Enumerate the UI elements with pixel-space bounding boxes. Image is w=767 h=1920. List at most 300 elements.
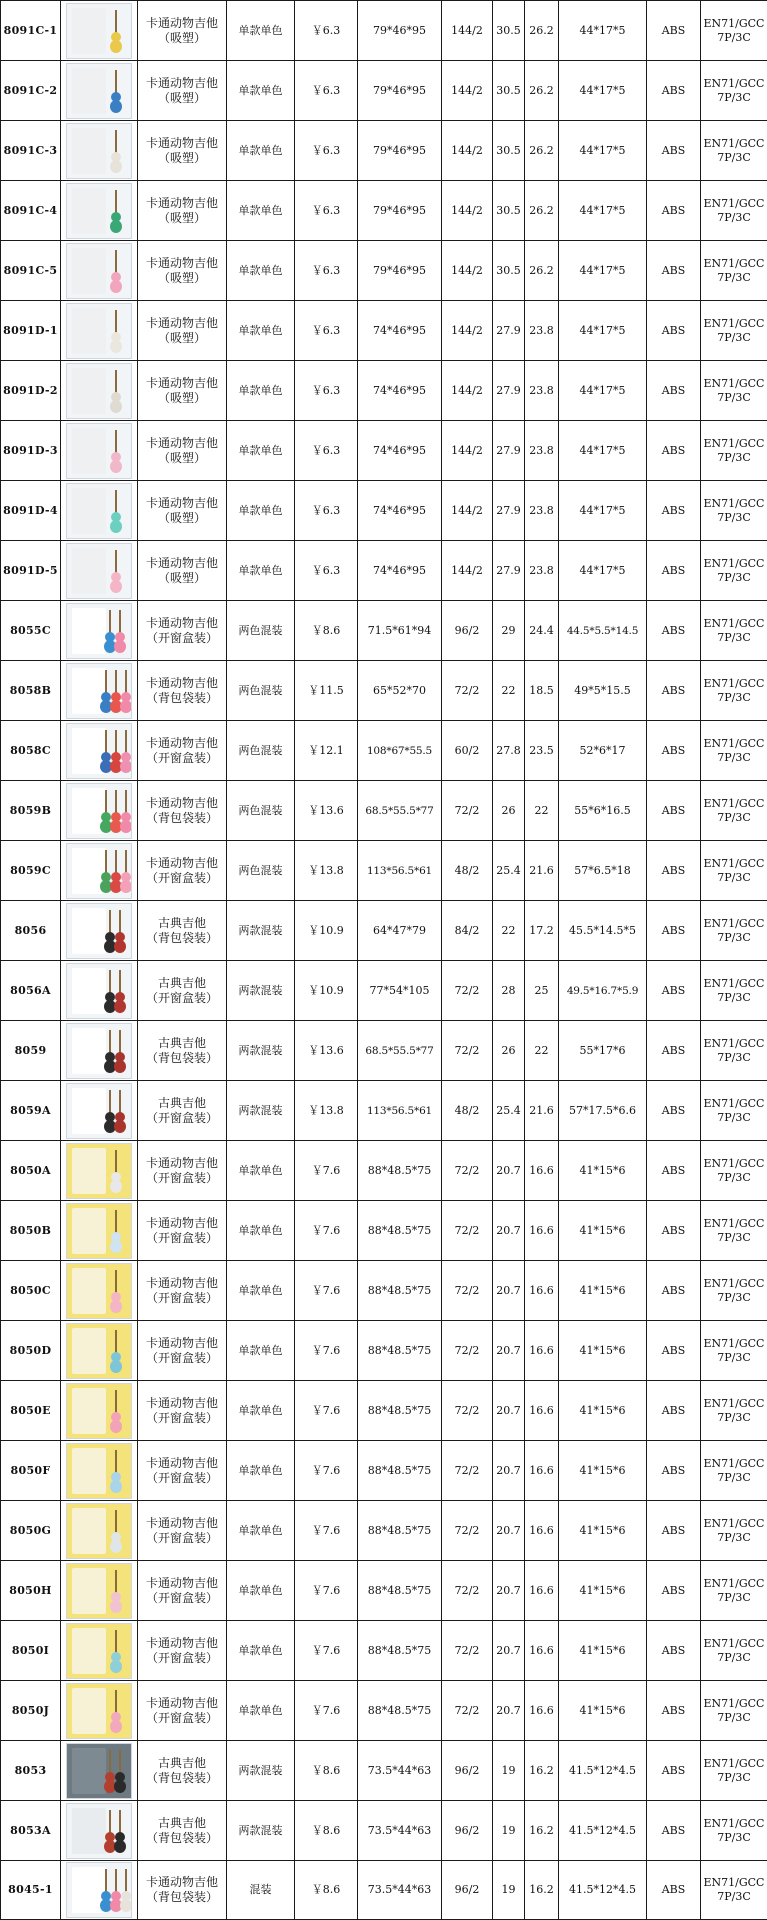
item-image [61,901,138,961]
product-photo [66,1743,132,1799]
item-assortment: 两色混装 [227,721,295,781]
certification-line: EN71/GCC [701,737,767,751]
package-box [72,1748,106,1794]
product-photo [66,783,132,839]
item-name-line: （吸塑） [138,211,226,226]
item-price: ￥7.6 [295,1381,358,1441]
guitar-icon [115,1030,125,1074]
item-net-weight: 23.8 [525,541,559,601]
item-name-line: （吸塑） [138,91,226,106]
item-carton-size: 74*46*95 [358,481,442,541]
item-quantity: 72/2 [442,1441,493,1501]
item-gross-weight: 20.7 [493,1201,525,1261]
item-name [138,901,227,961]
item-assortment: 单款单色 [227,121,295,181]
table-row [1,961,767,1021]
item-image [61,1381,138,1441]
item-carton-size: 88*48.5*75 [358,1381,442,1441]
item-name-line: （开窗盒装） [138,631,226,646]
item-name [138,1801,227,1861]
item-certification [701,1,767,61]
guitar-icon [111,250,121,294]
item-name [138,1021,227,1081]
item-name-line: （吸塑） [138,31,226,46]
item-code: 8050C [1,1261,61,1321]
item-image [61,1621,138,1681]
item-certification [701,1681,767,1741]
item-quantity: 72/2 [442,1561,493,1621]
item-price: ￥12.1 [295,721,358,781]
item-gross-weight: 27.9 [493,361,525,421]
item-price: ￥7.6 [295,1441,358,1501]
item-net-weight: 22 [525,781,559,841]
item-name [138,421,227,481]
item-gross-weight: 26 [493,781,525,841]
item-name [138,1201,227,1261]
item-net-weight: 21.6 [525,1081,559,1141]
item-image [61,1501,138,1561]
table-row [1,601,767,661]
item-package-size: 44.5*5.5*14.5 [559,601,647,661]
product-photo [66,1683,132,1739]
item-name-line: 卡通动物吉他 [138,196,226,211]
item-assortment: 混装 [227,1861,295,1920]
item-certification [701,601,767,661]
item-price: ￥8.6 [295,601,358,661]
item-name [138,1441,227,1501]
item-material: ABS [647,961,701,1021]
item-name [138,361,227,421]
item-image [61,1861,138,1920]
item-quantity: 96/2 [442,1801,493,1861]
item-name-line: 卡通动物吉他 [138,1576,226,1591]
item-code: 8091D-5 [1,541,61,601]
item-net-weight: 23.8 [525,421,559,481]
item-name-line: （开窗盒装） [138,1291,226,1306]
certification-line: 7P/3C [701,751,767,765]
item-name-line: 卡通动物吉他 [138,1516,226,1531]
item-name [138,1681,227,1741]
item-certification [701,721,767,781]
item-name [138,721,227,781]
item-code: 8050I [1,1621,61,1681]
item-quantity: 72/2 [442,1681,493,1741]
item-name [138,781,227,841]
item-code: 8050D [1,1321,61,1381]
item-certification [701,901,767,961]
guitar-icon [111,550,121,594]
item-name-line: （开窗盒装） [138,991,226,1006]
item-name-line: （背包袋装） [138,1051,226,1066]
package-box [72,8,106,54]
package-box [72,1448,106,1494]
package-box [72,188,106,234]
item-price: ￥6.3 [295,361,358,421]
item-material: ABS [647,241,701,301]
item-name-line: （开窗盒装） [138,1711,226,1726]
item-assortment: 两色混装 [227,661,295,721]
item-quantity: 48/2 [442,1081,493,1141]
certification-line: 7P/3C [701,451,767,465]
certification-line: 7P/3C [701,331,767,345]
certification-line: 7P/3C [701,1771,767,1785]
product-photo [66,1023,132,1079]
item-material: ABS [647,1201,701,1261]
package-box [72,608,106,654]
item-code: 8091C-1 [1,1,61,61]
item-package-size: 44*17*5 [559,421,647,481]
product-photo [66,663,132,719]
item-quantity: 84/2 [442,901,493,961]
item-name-line: （开窗盒装） [138,1471,226,1486]
item-name-line: （背包袋装） [138,931,226,946]
certification-line: EN71/GCC [701,617,767,631]
item-material: ABS [647,1441,701,1501]
item-name-line: （开窗盒装） [138,1111,226,1126]
item-net-weight: 16.6 [525,1441,559,1501]
item-price: ￥6.3 [295,181,358,241]
item-certification [701,1741,767,1801]
package-box [72,1568,106,1614]
item-carton-size: 77*54*105 [358,961,442,1021]
item-certification [701,1801,767,1861]
certification-line: EN71/GCC [701,77,767,91]
table-row [1,1681,767,1741]
item-name-line: 古典吉他 [138,916,226,931]
certification-line: EN71/GCC [701,17,767,31]
certification-line: EN71/GCC [701,377,767,391]
guitar-icon [111,130,121,174]
item-package-size: 44*17*5 [559,241,647,301]
item-quantity: 144/2 [442,481,493,541]
item-package-size: 41*15*6 [559,1501,647,1561]
item-material: ABS [647,601,701,661]
item-material: ABS [647,1321,701,1381]
item-assortment: 单款单色 [227,1621,295,1681]
item-certification [701,1501,767,1561]
product-photo [66,963,132,1019]
package-box [72,1688,106,1734]
table-row [1,181,767,241]
certification-line: EN71/GCC [701,1817,767,1831]
item-image [61,1801,138,1861]
package-box [72,1508,106,1554]
item-code: 8050J [1,1681,61,1741]
item-carton-size: 74*46*95 [358,301,442,361]
item-code: 8091D-1 [1,301,61,361]
item-package-size: 45.5*14.5*5 [559,901,647,961]
item-image [61,1681,138,1741]
product-photo [66,1803,132,1859]
item-price: ￥6.3 [295,241,358,301]
item-net-weight: 22 [525,1021,559,1081]
item-certification [701,1381,767,1441]
item-package-size: 57*6.5*18 [559,841,647,901]
table-row [1,241,767,301]
item-quantity: 72/2 [442,781,493,841]
item-gross-weight: 27.9 [493,421,525,481]
item-certification [701,1021,767,1081]
product-photo [66,123,132,179]
item-name [138,661,227,721]
item-package-size: 44*17*5 [559,121,647,181]
certification-line: EN71/GCC [701,1876,767,1890]
item-carton-size: 79*46*95 [358,181,442,241]
item-carton-size: 79*46*95 [358,121,442,181]
guitar-icon [111,10,121,54]
item-material: ABS [647,1081,701,1141]
item-net-weight: 25 [525,961,559,1021]
item-quantity: 144/2 [442,241,493,301]
item-assortment: 两色混装 [227,781,295,841]
item-assortment: 两色混装 [227,601,295,661]
item-gross-weight: 20.7 [493,1561,525,1621]
item-name-line: （开窗盒装） [138,1351,226,1366]
guitar-icon [111,1510,121,1554]
item-name-line: （背包袋装） [138,1771,226,1786]
item-code: 8091D-4 [1,481,61,541]
item-certification [701,781,767,841]
item-quantity: 72/2 [442,1021,493,1081]
certification-line: EN71/GCC [701,1337,767,1351]
item-net-weight: 26.2 [525,61,559,121]
guitar-icon [111,370,121,414]
item-package-size: 44*17*5 [559,1,647,61]
certification-line: EN71/GCC [701,197,767,211]
item-assortment: 两款混装 [227,1801,295,1861]
package-box [72,308,106,354]
certification-line: 7P/3C [701,811,767,825]
item-code: 8045-1 [1,1861,61,1920]
product-photo [66,1083,132,1139]
package-box [72,1208,106,1254]
package-box [72,908,106,954]
product-photo [66,1563,132,1619]
item-net-weight: 21.6 [525,841,559,901]
certification-line: 7P/3C [701,1831,767,1845]
item-price: ￥11.5 [295,661,358,721]
certification-line: 7P/3C [701,211,767,225]
certification-line: 7P/3C [701,1591,767,1605]
certification-line: EN71/GCC [701,1277,767,1291]
item-material: ABS [647,1741,701,1801]
item-certification [701,961,767,1021]
item-quantity: 96/2 [442,1741,493,1801]
item-carton-size: 65*52*70 [358,661,442,721]
certification-line: EN71/GCC [701,257,767,271]
item-name-line: 卡通动物吉他 [138,1456,226,1471]
item-gross-weight: 26 [493,1021,525,1081]
item-assortment: 单款单色 [227,1561,295,1621]
item-gross-weight: 20.7 [493,1261,525,1321]
item-image [61,61,138,121]
item-assortment: 单款单色 [227,1261,295,1321]
item-assortment: 两款混装 [227,1741,295,1801]
item-name-line: （吸塑） [138,511,226,526]
item-image [61,1261,138,1321]
item-code: 8091D-2 [1,361,61,421]
product-photo [66,1383,132,1439]
item-price: ￥6.3 [295,421,358,481]
item-material: ABS [647,481,701,541]
item-material: ABS [647,421,701,481]
item-carton-size: 88*48.5*75 [358,1441,442,1501]
item-name-line: （吸塑） [138,331,226,346]
item-name-line: 卡通动物吉他 [138,1156,226,1171]
item-net-weight: 26.2 [525,121,559,181]
item-package-size: 44*17*5 [559,481,647,541]
guitar-icon [111,1150,121,1194]
item-carton-size: 68.5*55.5*77 [358,1021,442,1081]
item-image [61,661,138,721]
item-net-weight: 17.2 [525,901,559,961]
item-material: ABS [647,541,701,601]
item-code: 8055C [1,601,61,661]
item-gross-weight: 25.4 [493,1081,525,1141]
table-row [1,301,767,361]
item-gross-weight: 30.5 [493,121,525,181]
item-price: ￥13.8 [295,1081,358,1141]
product-photo [66,63,132,119]
guitar-icon [111,1270,121,1314]
item-net-weight: 26.2 [525,241,559,301]
item-net-weight: 16.6 [525,1561,559,1621]
item-quantity: 72/2 [442,1201,493,1261]
certification-line: 7P/3C [701,1711,767,1725]
certification-line: EN71/GCC [701,797,767,811]
table-row [1,1081,767,1141]
item-certification [701,301,767,361]
item-net-weight: 26.2 [525,181,559,241]
product-photo [66,723,132,779]
item-carton-size: 79*46*95 [358,61,442,121]
item-image [61,1321,138,1381]
item-assortment: 单款单色 [227,421,295,481]
product-photo [66,1862,132,1918]
item-name [138,1,227,61]
table-row [1,541,767,601]
item-certification [701,1861,767,1920]
package-box [72,128,106,174]
item-net-weight: 16.2 [525,1861,559,1920]
item-gross-weight: 30.5 [493,61,525,121]
item-name-line: （吸塑） [138,571,226,586]
item-image [61,1741,138,1801]
item-material: ABS [647,1501,701,1561]
table-row [1,841,767,901]
item-gross-weight: 20.7 [493,1321,525,1381]
item-gross-weight: 27.9 [493,541,525,601]
item-image [61,181,138,241]
certification-line: EN71/GCC [701,1097,767,1111]
item-gross-weight: 19 [493,1861,525,1920]
table-row [1,1,767,61]
item-quantity: 72/2 [442,1321,493,1381]
product-photo [66,1503,132,1559]
item-package-size: 44*17*5 [559,181,647,241]
item-price: ￥6.3 [295,541,358,601]
item-name-line: 卡通动物吉他 [138,1636,226,1651]
certification-line: 7P/3C [701,931,767,945]
item-image [61,781,138,841]
item-assortment: 单款单色 [227,241,295,301]
certification-line: 7P/3C [701,511,767,525]
item-name-line: 卡通动物吉他 [138,376,226,391]
item-code: 8058B [1,661,61,721]
item-name-line: 卡通动物吉他 [138,1875,226,1890]
item-quantity: 72/2 [442,1141,493,1201]
item-net-weight: 16.6 [525,1321,559,1381]
certification-line: EN71/GCC [701,1757,767,1771]
item-name-line: 卡通动物吉他 [138,556,226,571]
item-name [138,1081,227,1141]
certification-line: EN71/GCC [701,557,767,571]
item-package-size: 41*15*6 [559,1141,647,1201]
item-price: ￥7.6 [295,1561,358,1621]
item-carton-size: 74*46*95 [358,361,442,421]
item-certification [701,421,767,481]
item-name [138,1621,227,1681]
item-package-size: 55*6*16.5 [559,781,647,841]
certification-line: 7P/3C [701,571,767,585]
item-name [138,1381,227,1441]
item-package-size: 41.5*12*4.5 [559,1741,647,1801]
table-row [1,121,767,181]
item-certification [701,61,767,121]
item-code: 8050E [1,1381,61,1441]
item-name [138,1141,227,1201]
item-assortment: 单款单色 [227,1201,295,1261]
certification-line: EN71/GCC [701,137,767,151]
item-name-line: 古典吉他 [138,976,226,991]
certification-line: 7P/3C [701,1171,767,1185]
guitar-icon [115,1810,125,1854]
item-net-weight: 16.6 [525,1501,559,1561]
item-code: 8059A [1,1081,61,1141]
item-package-size: 52*6*17 [559,721,647,781]
item-gross-weight: 20.7 [493,1381,525,1441]
item-quantity: 144/2 [442,301,493,361]
certification-line: 7P/3C [701,1531,767,1545]
item-carton-size: 73.5*44*63 [358,1741,442,1801]
certification-line: EN71/GCC [701,437,767,451]
guitar-icon [111,490,121,534]
item-name-line: 古典吉他 [138,1756,226,1771]
item-assortment: 单款单色 [227,361,295,421]
item-gross-weight: 20.7 [493,1681,525,1741]
item-carton-size: 79*46*95 [358,241,442,301]
package-box [72,68,106,114]
product-photo [66,423,132,479]
certification-line: 7P/3C [701,1291,767,1305]
item-certification [701,1141,767,1201]
product-photo [66,843,132,899]
certification-line: 7P/3C [701,691,767,705]
item-price: ￥7.6 [295,1261,358,1321]
item-material: ABS [647,781,701,841]
item-assortment: 单款单色 [227,481,295,541]
guitar-icon [111,70,121,114]
table-row [1,1441,767,1501]
certification-line: 7P/3C [701,1471,767,1485]
item-code: 8053A [1,1801,61,1861]
item-gross-weight: 20.7 [493,1621,525,1681]
item-gross-weight: 30.5 [493,1,525,61]
table-row [1,1021,767,1081]
table-row [1,1801,767,1861]
item-carton-size: 74*46*95 [358,421,442,481]
certification-line: 7P/3C [701,271,767,285]
